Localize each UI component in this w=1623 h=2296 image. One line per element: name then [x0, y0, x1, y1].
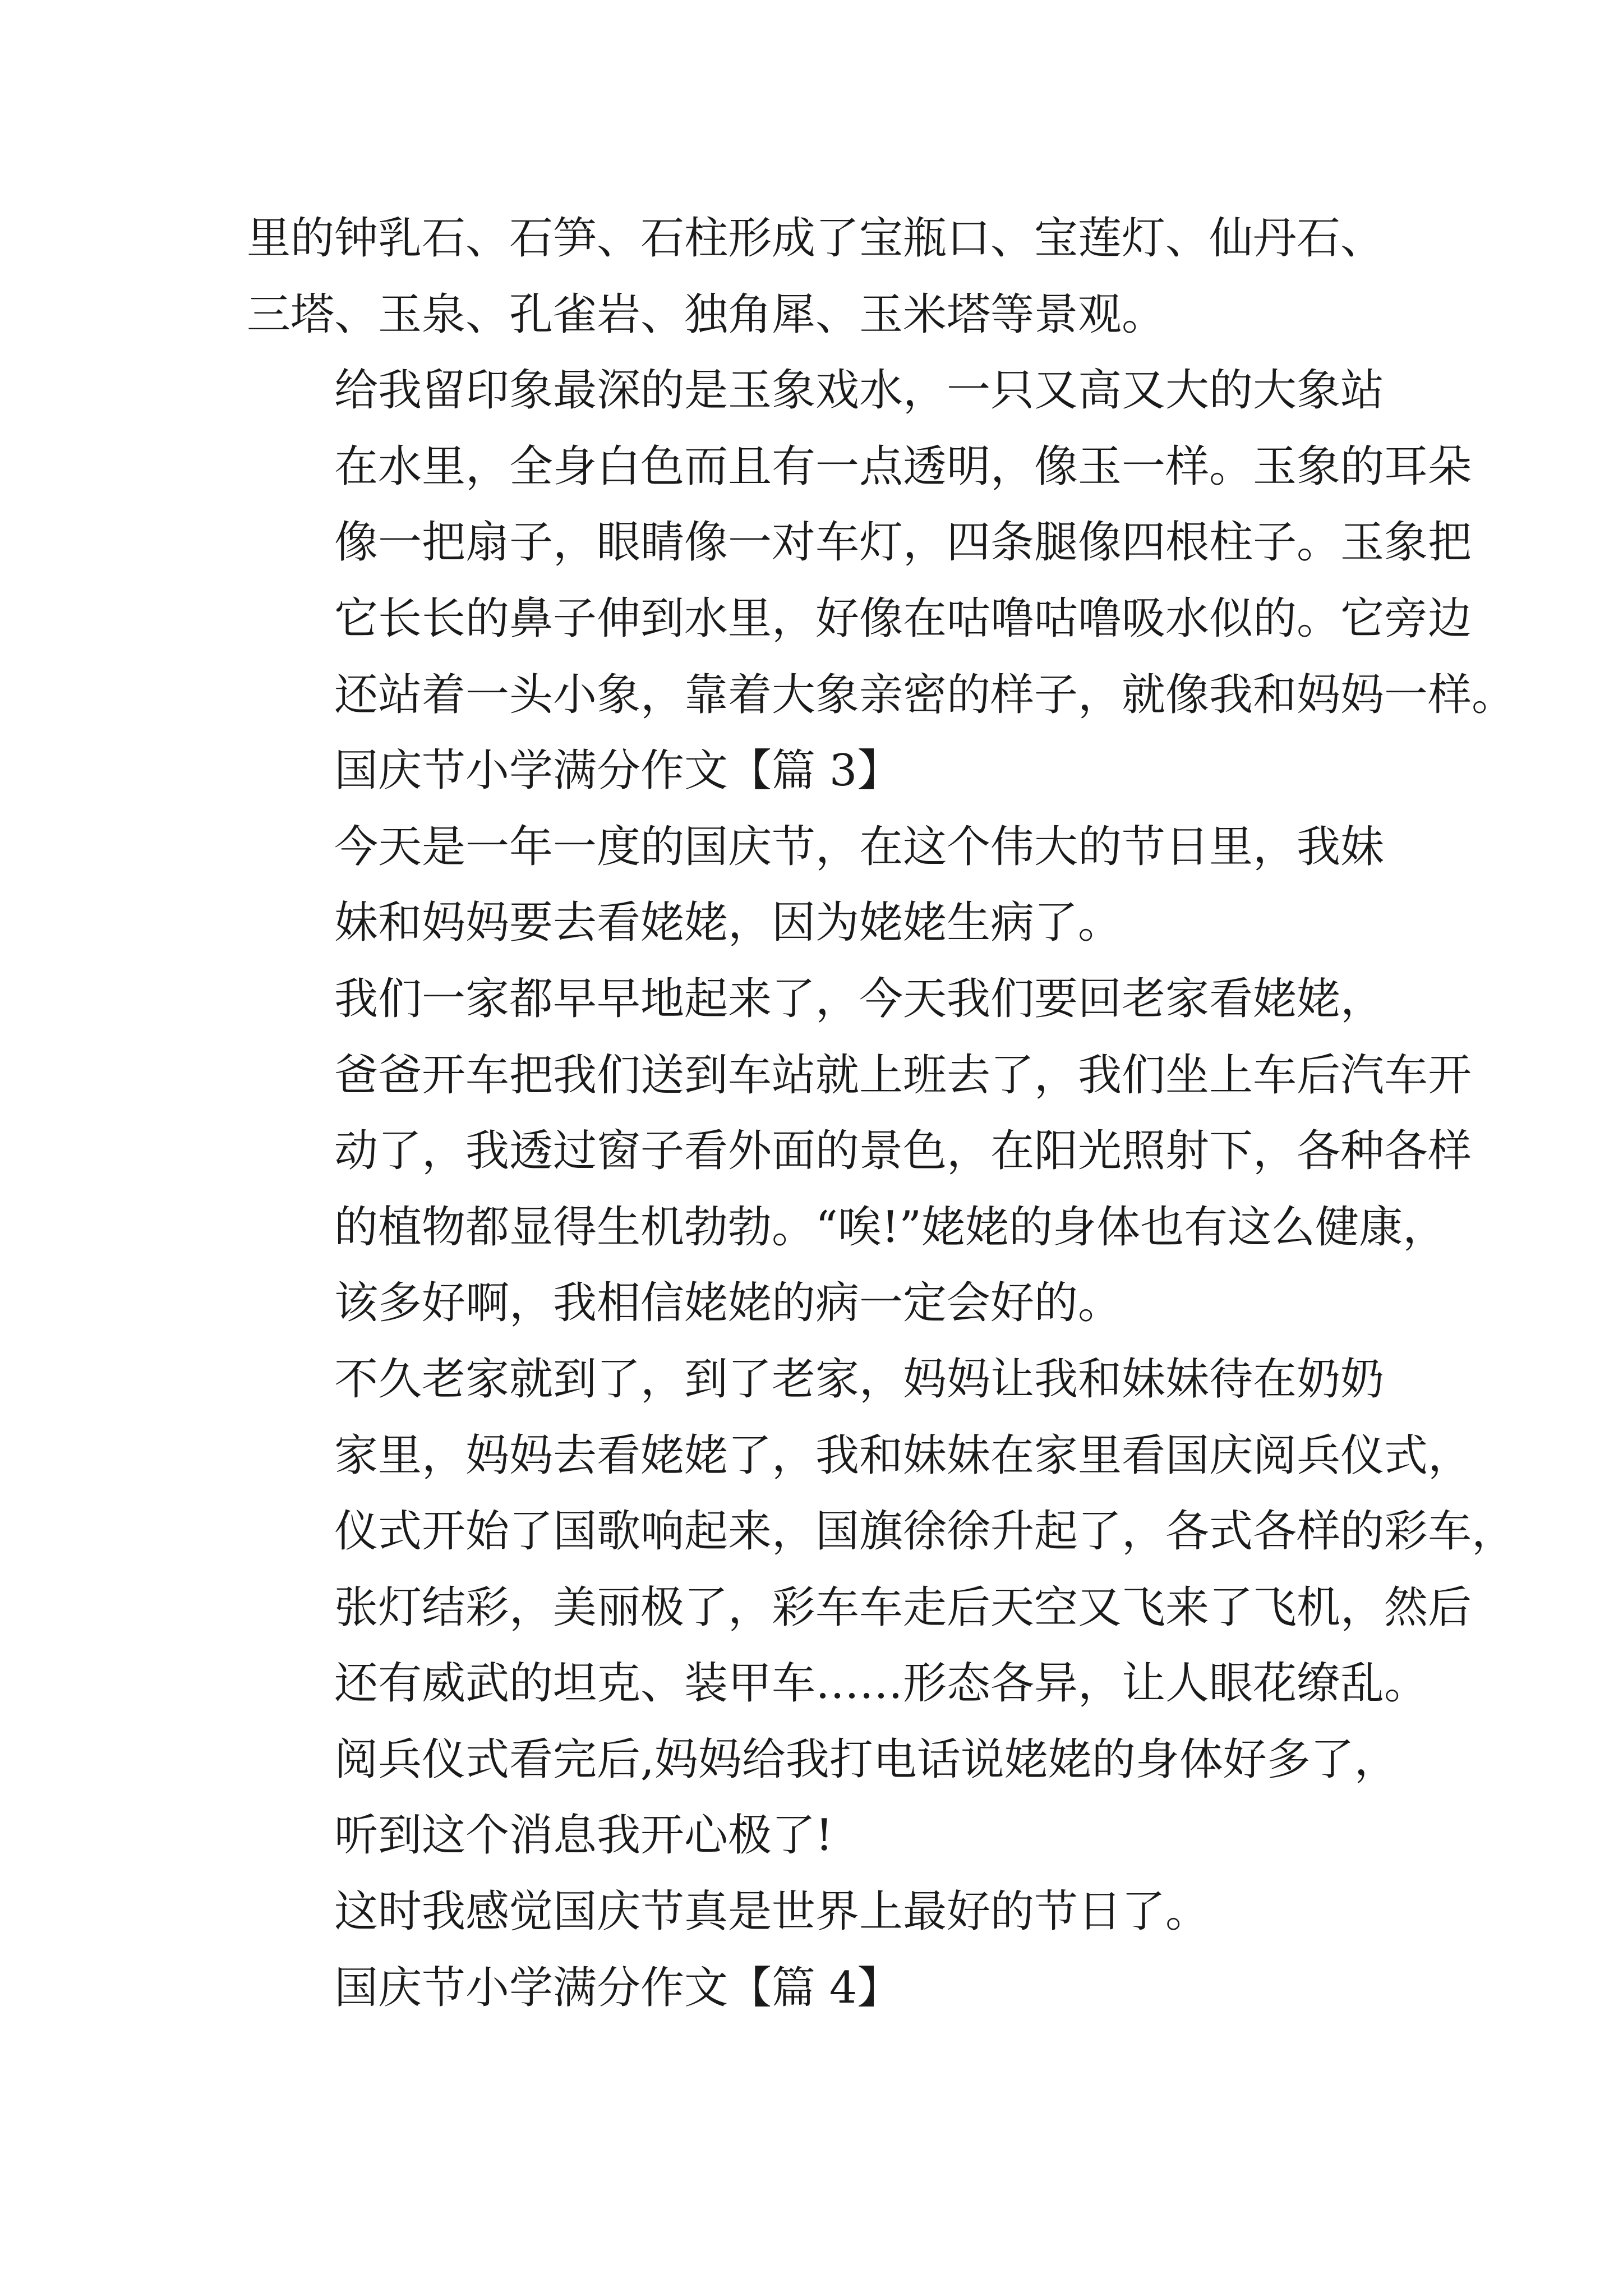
section-heading-4	[247, 1950, 1430, 2027]
text-line: 三塔、玉泉、孔雀岩、独角犀、玉米塔等景观。	[247, 289, 1166, 340]
text-line: 阅兵仪式看完后,妈妈给我打电话说姥姥的身体好多了，	[334, 1734, 1398, 1785]
text-line: 动了，我透过窗子看外面的景色，在阳光照射下，各种各样	[334, 1126, 1472, 1177]
paragraph-cave-landscape	[247, 201, 1430, 353]
text-line: 家里，妈妈去看姥姥了，我和妹妹在家里看国庆阅兵仪式，	[334, 1430, 1472, 1481]
heading-text: 国庆节小学满分作文【篇 4】	[334, 1962, 901, 2013]
text-line: 它长长的鼻子伸到水里，好像在咕噜咕噜吸水似的。它旁边	[334, 593, 1472, 644]
text-line: 今天是一年一度的国庆节，在这个伟大的节日里，我妹	[334, 821, 1385, 872]
text-line: 的植物都显得生机勃勃。“唉!”姥姥的身体也有这么健康，	[334, 1202, 1447, 1253]
text-line: 这时我感觉国庆节真是世界上最好的节日了。	[334, 1887, 1210, 1938]
text-line: 还有威武的坦克、装甲车……形态各异，让人眼花缭乱。	[334, 1658, 1428, 1709]
text-line: 听到这个消息我开心极了!	[334, 1810, 833, 1861]
paragraph-jade-elephant	[247, 353, 1516, 733]
paragraph-national-day-intro	[247, 809, 1430, 961]
text-line: 像一把扇子，眼睛像一对车灯，四条腿像四根柱子。玉象把	[334, 517, 1472, 568]
section-heading-3	[247, 733, 1430, 809]
text-line: 我们一家都早早地起来了，今天我们要回老家看姥姥，	[334, 973, 1385, 1024]
heading-text: 国庆节小学满分作文【篇 3】	[334, 746, 901, 797]
text-line: 该多好啊，我相信姥姥的病一定会好的。	[334, 1278, 1122, 1329]
text-line: 妹和妈妈要去看姥姥，因为姥姥生病了。	[334, 898, 1122, 949]
text-line: 给我留印象最深的是玉象戏水，一只又高又大的大象站	[334, 365, 1385, 416]
text-line: 张灯结彩，美丽极了，彩车车走后天空又飞来了飞机，然后	[334, 1582, 1472, 1633]
text-line: 仪式开始了国歌响起来，国旗徐徐升起了，各式各样的彩车，	[334, 1506, 1516, 1557]
text-line: 还站着一头小象，靠着大象亲密的样子，就像我和妈妈一样。	[334, 669, 1516, 720]
text-line: 里的钟乳石、石笋、石柱形成了宝瓶口、宝莲灯、仙丹石、	[247, 213, 1385, 264]
paragraph-best-holiday	[247, 1874, 1430, 1950]
paragraph-parade	[247, 1342, 1516, 1722]
text-line: 爸爸开车把我们送到车站就上班去了，我们坐上车后汽车开	[334, 1050, 1472, 1101]
paragraph-good-news	[247, 1722, 1430, 1874]
text-line: 在水里，全身白色而且有一点透明，像玉一样。玉象的耳朵	[334, 441, 1472, 492]
paragraph-trip-home	[247, 961, 1472, 1342]
text-line: 不久老家就到了，到了老家，妈妈让我和妹妹待在奶奶	[334, 1354, 1385, 1405]
essay-text	[247, 201, 1516, 2026]
